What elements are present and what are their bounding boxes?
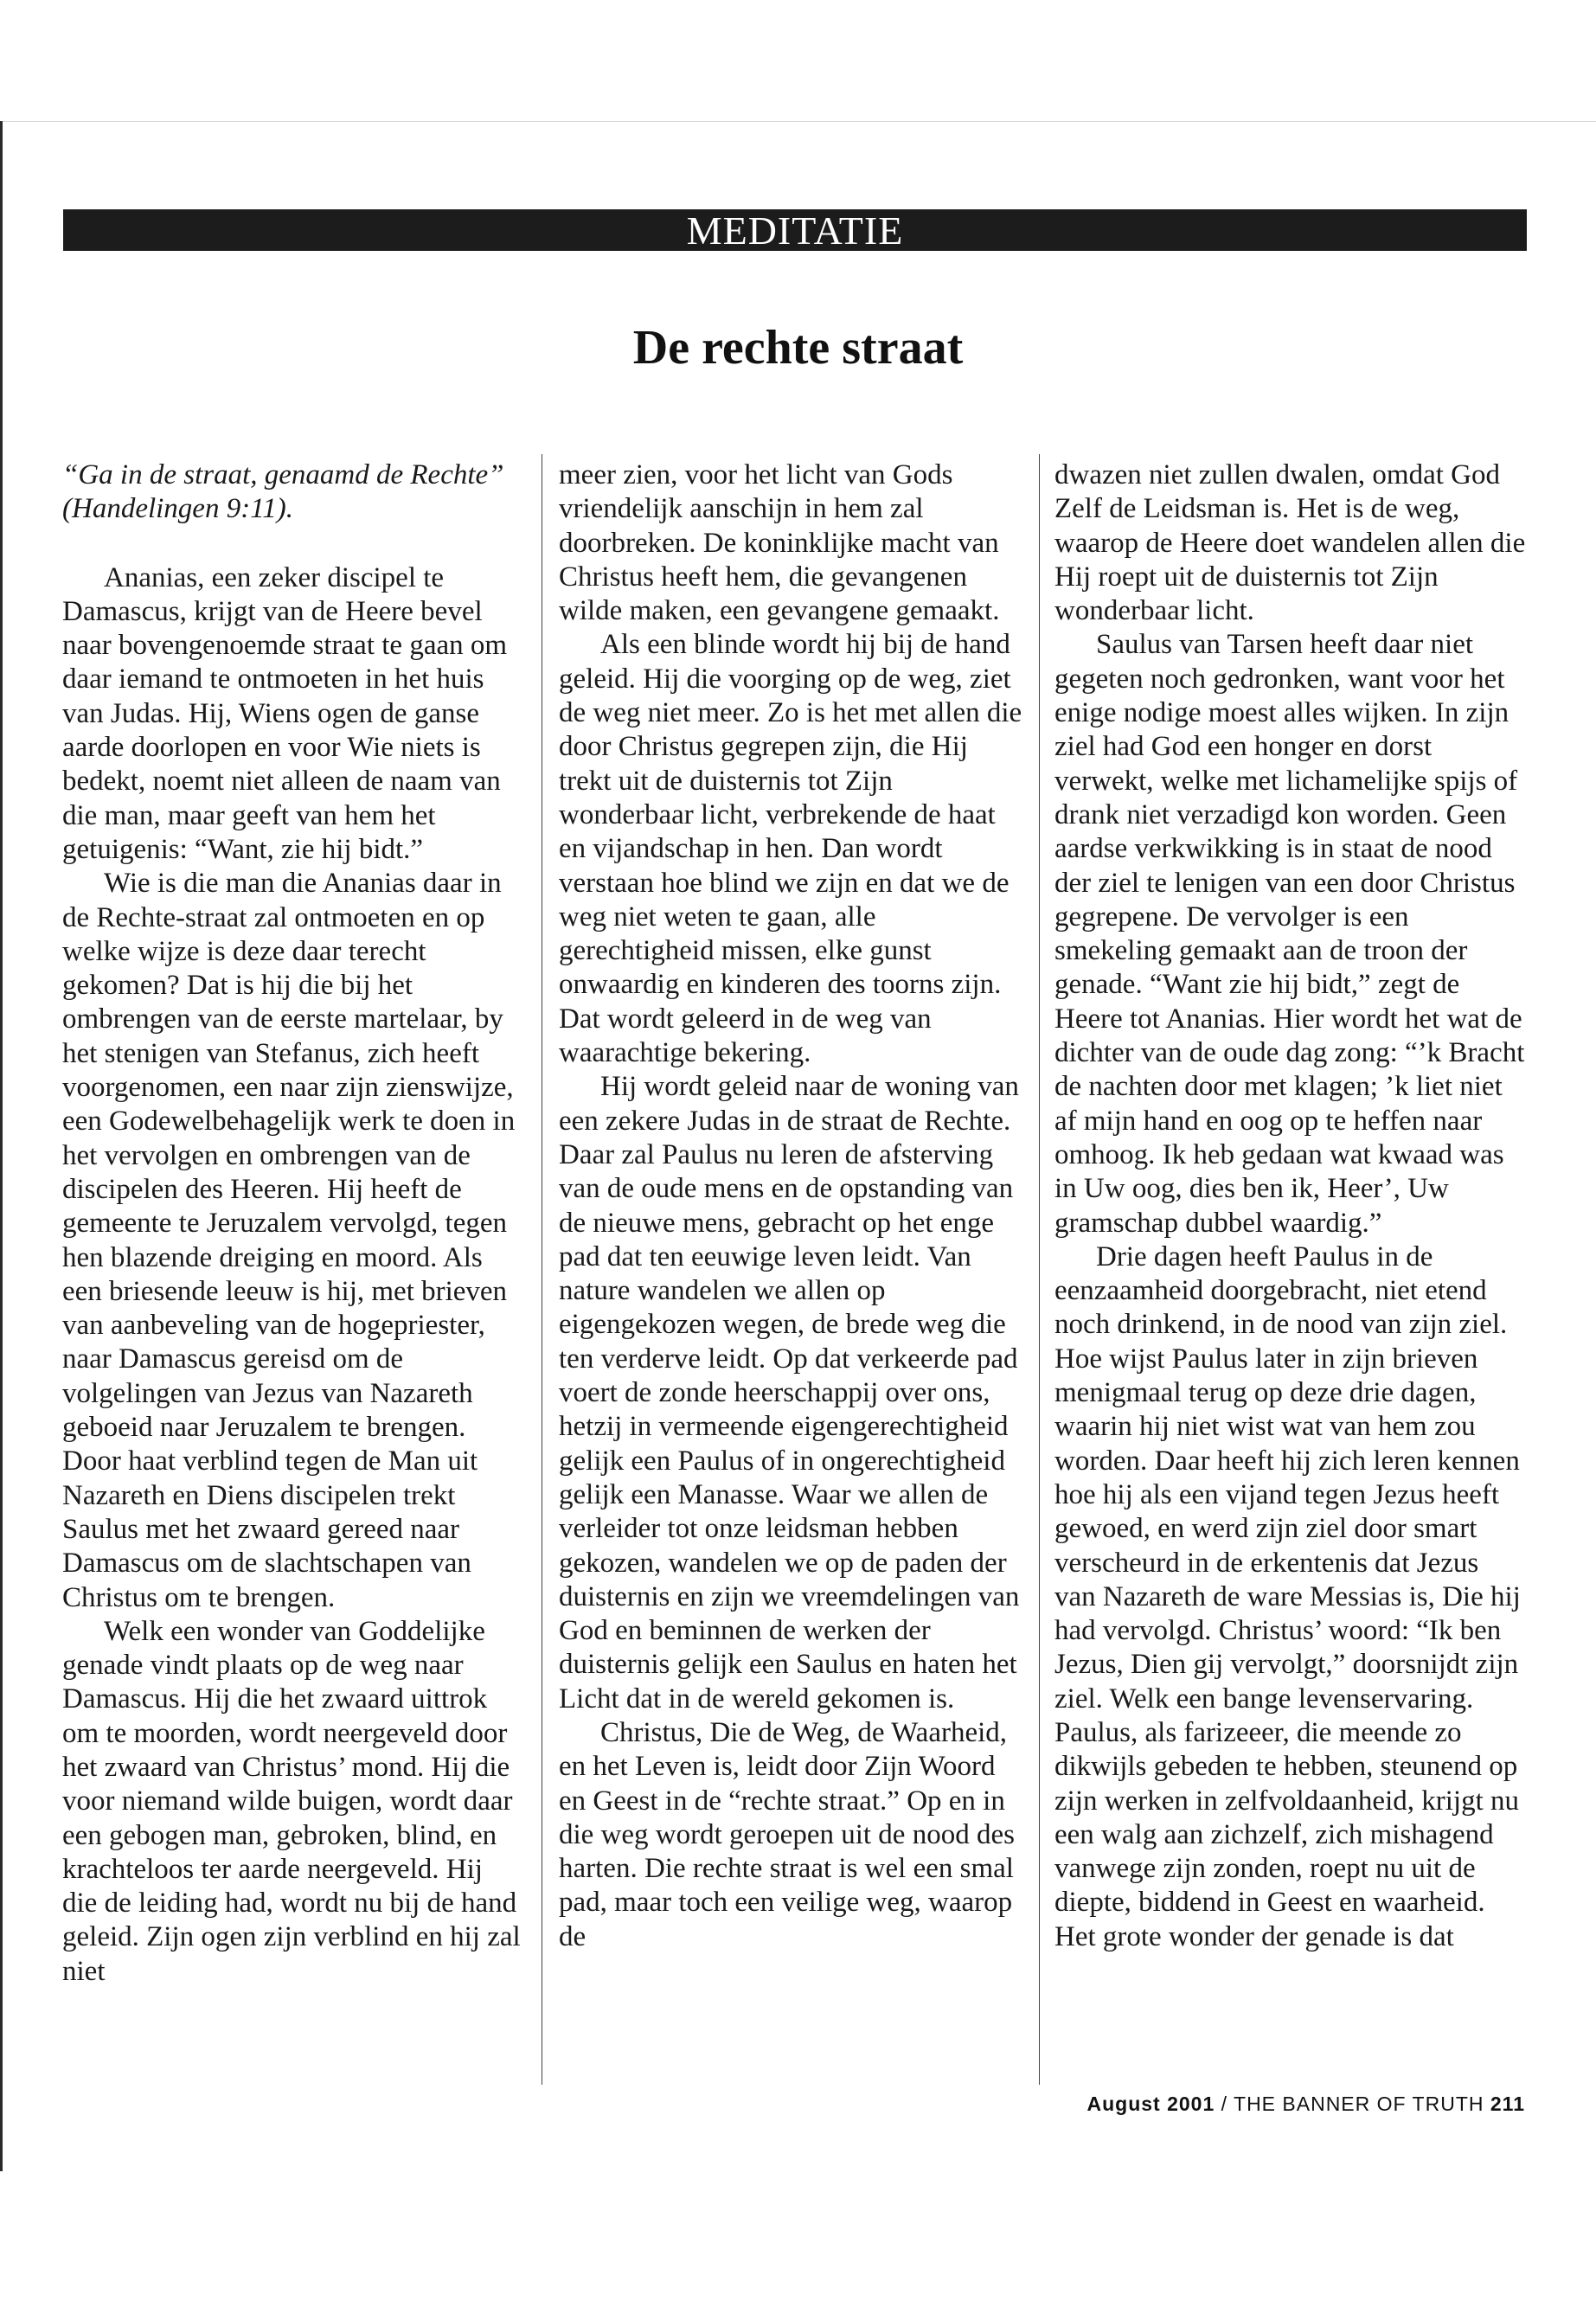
- paragraph: Als een blinde wordt hij bij de hand geleid. Hij die voorging op de weg, ziet de weg niet meer. Zo is het met allen die door Christus gegrepen zijn, die Hij trekt uit de duisternis tot Zijn wonderbaar licht, verbrekende de haat en vijandschap in hen. Dan wordt verstaan hoe blind we zijn en dat we de weg niet weten te gaan, alle gerechtigheid missen, elke gunst onwaardig en kinderen des toorns zijn. Dat wordt geleerd in de weg van waarachtige bekering.: [559, 629, 1022, 1069]
- paragraph: Hij wordt geleid naar de woning van een zekere Judas in de straat de Rechte. Daar zal Paulus nu leren de afsterving van de oude mens en de opstanding van de nieuwe mens, gebracht op het enge pad dat ten eeuwige leven leidt. Van nature wandelen we allen op eigengekozen wegen, de brede weg die ten verderve leidt. Op dat verkeerde pad voert de zonde heerschappij over ons, hetzij in vermeende eigengerechtigheid gelijk een Paulus of in ongerechtigheid gelijk een Manasse. Waar we allen de verleider tot onze leidsman hebben gekozen, wandelen we op de paden der duisternis en zijn we vreemdelingen van God en beminnen de werken der duisternis gelijk een Saulus en haten het Licht dat in de wereld gekomen is.: [559, 1071, 1020, 1715]
- publication-name: THE BANNER OF TRUTH: [1234, 2093, 1484, 2115]
- scan-left-edge: [0, 121, 3, 2171]
- article-column-3: [1054, 458, 1526, 2085]
- scan-top-edge: [0, 121, 1596, 122]
- section-header: MEDITATIE: [63, 209, 1527, 251]
- paragraph: Saulus van Tarsen heeft daar niet gegeten noch gedronken, want voor het enige nodige moest alles wijken. In zijn ziel had God een honger en dorst verwekt, welke met lichamelijke spijs of drank niet verzadigd kon worden. Geen aardse verkwikking is in staat de nood der ziel te lenigen van een door Christus gegrepene. De vervolger is een smekeling gemaakt aan de troon der genade. “Want zie hij bidt,” zegt de Heere tot Ananias. Hier wordt het wat de dichter van de oude dag zong: “’k Bracht de nachten door met klagen; ’k liet niet af mijn hand en oog op te heffen naar omhoog. Ik heb gedaan wat kwaad was in Uw oog, dies ben ik, Heer’, Uw gramschap dubbel waardig.”: [1054, 629, 1525, 1239]
- article-column-1: [62, 458, 521, 2085]
- paragraph: dwazen niet zullen dwalen, omdat God Zelf de Leidsman is. Het is de weg, waarop de Heere doet wandelen allen die Hij roept uit de duisternis tot Zijn wonderbaar licht.: [1054, 459, 1526, 627]
- paragraph: Ananias, een zeker discipel te Damascus, krijgt van de Heere bevel naar bovengenoemde straat te gaan om daar iemand te ontmoeten in het huis van Judas. Hij, Wiens ogen de ganse aarde doorlopen en voor Wie niets is bedekt, noemt niet alleen de naam van die man, maar geeft van hem het getuigenis: “Want, zie hij bidt.”: [62, 561, 508, 865]
- footer-separator: /: [1221, 2093, 1228, 2115]
- page-footer: [1086, 2093, 1525, 2116]
- article-column-2: [559, 458, 1026, 2085]
- paragraph: Welk een wonder van Goddelijke genade vindt plaats op de weg naar Damascus. Hij die het zwaard uittrok om te moorden, wordt neergeveld door het zwaard van Christus’ mond. Hij die voor niemand wilde buigen, wordt daar een gebogen man, gebroken, blind, en krachteloos ter aarde neergeveld. Hij die de leiding had, wordt nu bij de hand geleid. Zijn ogen zijn verblind en hij zal niet: [62, 1615, 521, 1987]
- paragraph: Wie is die man die Ananias daar in de Rechte-straat zal ontmoeten en op welke wijze is deze daar terecht gekomen? Dat is hij die bij het ombrengen van de eerste martelaar, by het stenigen van Stefanus, zich heeft voorgenomen, een naar zijn zienswijze, een Godewelbehagelijk werk te doen in het vervolgen en ombrengen van de discipelen des Heeren. Hij heeft de gemeente te Jeruzalem vervolgd, tegen hen blazende dreiging en moord. Als een briesende leeuw is hij, met brieven van aanbeveling van de hogepriester, naar Damascus gereisd om de volgelingen van Jezus van Nazareth geboeid naar Jeruzalem te brengen. Door haat verblind tegen de Man uit Nazareth en Diens discipelen trekt Saulus met het zwaard gereed naar Damascus om de slachtschapen van Christus om te brengen.: [62, 868, 516, 1613]
- issue-date: August 2001: [1086, 2093, 1215, 2115]
- epigraph: “Ga in de straat, genaamd de Rechte” (Handelingen 9:11).: [62, 459, 504, 525]
- paragraph: Drie dagen heeft Paulus in de eenzaamheid doorgebracht, niet etend noch drinkend, in de nood van zijn ziel. Hoe wijst Paulus later in zijn brieven menigmaal terug op deze drie dagen, waarin hij niet wist wat van hem zou worden. Daar heeft hij zich leren kennen hoe hij als een vijand tegen Jezus heeft gewoed, en werd zijn ziel door smart verscheurd in de erkentenis dat Jezus van Nazareth de ware Messias is, Die hij had vervolgd. Christus’ woord: “Ik ben Jezus, Dien gij vervolgt,” doorsnijdt zijn ziel. Welk een bange levenservaring. Paulus, als farizeeer, die meende zo dikwijls gebeden te hebben, steunend op zijn werken in zelfvoldaanheid, krijgt nu een walg aan zichzelf, zich mishagend vanwege zijn zonden, roept nu uit de diepte, biddend in Geest en waarheid. Het grote wonder der genade is dat: [1054, 1240, 1521, 1952]
- column-divider: [1039, 454, 1040, 2085]
- article-title: De rechte straat: [632, 321, 964, 375]
- page-number: 211: [1490, 2093, 1525, 2115]
- paragraph: meer zien, voor het licht van Gods vriendelijk aanschijn in hem zal doorbreken. De koninklijke macht van Christus heeft hem, die gevangenen wilde maken, een gevangene gemaakt.: [559, 459, 1000, 627]
- paragraph: Christus, Die de Weg, de Waarheid, en het Leven is, leidt door Zijn Woord en Geest in de “rechte straat.” Op en in die weg wordt geroepen uit de nood des harten. Die rechte straat is wel een smal pad, maar toch een veilige weg, waarop de: [559, 1716, 1015, 1952]
